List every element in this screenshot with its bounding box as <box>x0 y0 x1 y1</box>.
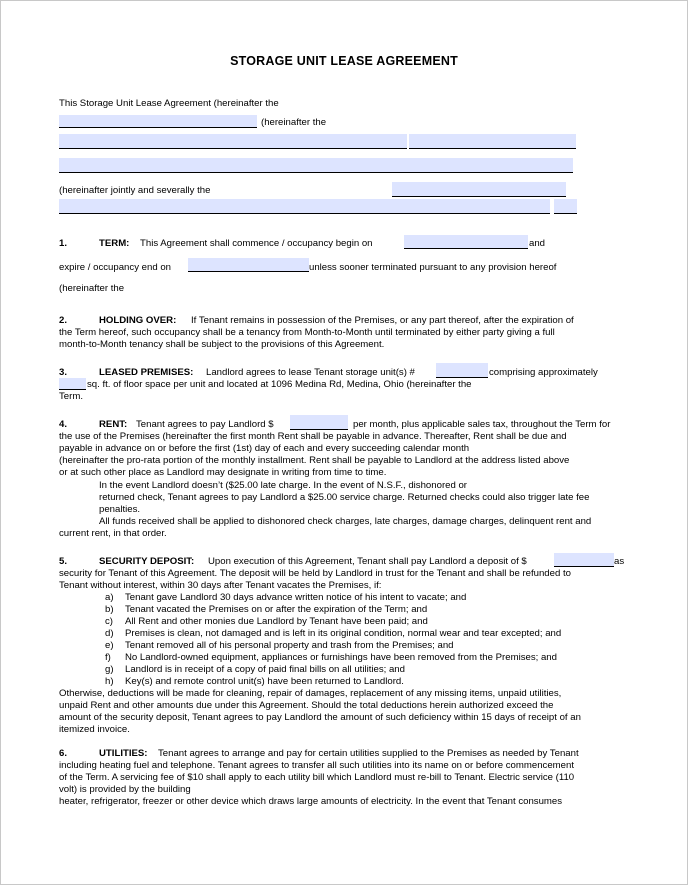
section-4-para-2-line-2: returned check, Tenant agrees to pay Landlord a $25.00 service charge. Returned checks could also trigger late fee <box>99 492 590 503</box>
deposit-condition-key: d) <box>105 628 114 639</box>
section-1-number: 1. <box>59 238 68 249</box>
section-4-line-1-end: per month, plus applicable sales tax, throughout the Term for <box>353 419 611 430</box>
section-2-line-2: the Term hereof, such occupancy shall be a tenancy from Month-to-Month until terminated by either party giving a full <box>59 327 555 338</box>
deposit-condition-text: Tenant removed all of his personal property and trash from the Premises; and <box>125 640 454 651</box>
section-3-number: 3. <box>59 367 68 378</box>
section-6-heading: UTILITIES: <box>99 748 148 759</box>
deposit-condition-text: Premises is clean, not damaged and is left in its original condition, normal wear and tear excepted; and <box>125 628 562 639</box>
tenant-name-field-1[interactable] <box>59 134 407 149</box>
section-4-line-3: payable in advance on or before the first (1st) day of each and every succeeding calendar month <box>59 443 470 454</box>
section-2-number: 2. <box>59 315 68 326</box>
tenant-extra-field-2[interactable] <box>554 199 577 214</box>
square-feet-field[interactable] <box>59 378 86 390</box>
deposit-condition-text: All Rent and other monies due Landlord by Tenant have been paid; and <box>125 616 428 627</box>
deposit-condition-text: No Landlord-owned equipment, appliances or furnishings have been removed from the Premises; and <box>125 652 557 663</box>
section-1-line-b: expire / occupancy end on <box>59 262 172 273</box>
section-1-heading: TERM: <box>99 238 130 249</box>
section-3-heading: LEASED PREMISES: <box>99 367 194 378</box>
section-2-line-1: If Tenant remains in possession of the Premises, or any part thereof, after the expiration of <box>191 315 574 326</box>
deposit-condition-key: a) <box>105 592 114 603</box>
section-5-otherwise-3: amount of the security deposit, Tenant agrees to pay Landlord the amount of such deficiency within 15 days of receipt of an <box>59 712 581 723</box>
tenant-phone-field[interactable] <box>392 182 566 197</box>
tenant-address-field[interactable] <box>59 158 573 173</box>
section-2-line-3: month-to-Month tenancy shall be subject to the provisions of this Agreement. <box>59 339 385 350</box>
section-3-line-1: Landlord agrees to lease Tenant storage unit(s) # <box>206 367 415 378</box>
section-5-otherwise-1: Otherwise, deductions will be made for cleaning, repair of damages, replacement of any missing items, unpaid utilities, <box>59 688 562 699</box>
section-5-otherwise-4: itemized invoice. <box>59 724 130 735</box>
section-4-line-1: Tenant agrees to pay Landlord $ <box>136 419 274 430</box>
section-4-line-4: (hereinafter the pro-rata portion of the monthly installment. Rent shall be payable to Landlord at the address listed above <box>59 455 570 466</box>
deposit-condition-key: b) <box>105 604 114 615</box>
deposit-condition-key: e) <box>105 640 114 651</box>
intro-line-4: (hereinafter jointly and severally the <box>59 185 211 196</box>
tenant-extra-field[interactable] <box>59 199 550 214</box>
section-2-heading: HOLDING OVER: <box>99 315 177 326</box>
section-6-line-4: volt) is provided by the building <box>59 784 191 795</box>
section-5-line-2: security for Tenant of this Agreement. The deposit will be held by Landlord in trust for the Tenant and shall be refunded to <box>59 568 571 579</box>
deposit-condition-text: Tenant vacated the Premises on or after the expiration of the Term; and <box>125 604 428 615</box>
section-4-heading: RENT: <box>99 419 128 430</box>
deposit-condition-key: c) <box>105 616 113 627</box>
section-5-line-3: Tenant without interest, within 30 days after Tenant vacates the Premises, if: <box>59 580 382 591</box>
section-3-line-1-end: comprising approximately <box>489 367 598 378</box>
rent-amount-field[interactable] <box>290 415 348 430</box>
intro-line-1: This Storage Unit Lease Agreement (hereinafter the <box>59 98 279 109</box>
landlord-name-field[interactable] <box>59 115 257 128</box>
section-1-line-a: This Agreement shall commence / occupancy begin on <box>140 238 373 249</box>
deposit-condition-text: Landlord is in receipt of a copy of paid final bills on all utilities; and <box>125 664 405 675</box>
end-date-field[interactable] <box>188 258 309 272</box>
section-5-line-1-end: as <box>614 556 625 567</box>
unit-number-field[interactable] <box>436 363 488 378</box>
section-6-number: 6. <box>59 748 68 759</box>
intro-line-2: (hereinafter the <box>261 117 327 128</box>
section-4-para-2-line-1: In the event Landlord doesn’t ($25.00 late charge. In the event of N.S.F., dishonored or <box>99 480 468 491</box>
section-5-number: 5. <box>59 556 68 567</box>
section-6-line-5: heater, refrigerator, freezer or other device which draws large amounts of electricity. In the event that Tenant consumes <box>59 796 563 807</box>
section-6-line-2: including heating fuel and telephone. Tenant agrees to transfer all such utilities into its name on or before commencement <box>59 760 574 771</box>
section-5-heading: SECURITY DEPOSIT: <box>99 556 195 567</box>
section-4-para-3-line-1: All funds received shall be applied to dishonored check charges, late charges, damage charges, delinquent rent and <box>99 516 592 527</box>
deposit-condition-key: g) <box>105 664 114 675</box>
section-4-number: 4. <box>59 419 68 430</box>
tenant-name-field-2[interactable] <box>409 134 576 149</box>
deposit-amount-field[interactable] <box>554 553 614 567</box>
deposit-condition-text: Tenant gave Landlord 30 days advance written notice of his intent to vacate; and <box>125 592 467 603</box>
section-1-line-b-end: unless sooner terminated pursuant to any provision hereof <box>309 262 557 273</box>
section-1-line-a-end: and <box>529 238 546 249</box>
section-5-line-1: Upon execution of this Agreement, Tenant shall pay Landlord a deposit of $ <box>208 556 527 567</box>
section-3-line-2: sq. ft. of floor space per unit and located at 1096 Medina Rd, Medina, Ohio (hereinafter the <box>87 379 472 390</box>
deposit-condition-key: h) <box>105 676 114 687</box>
section-5-otherwise-2: unpaid Rent and other amounts due under this Agreement. Should the total deductions herein authorized exceed the <box>59 700 554 711</box>
section-4-line-5: or at such other place as Landlord may designate in writing from time to time. <box>59 467 387 478</box>
section-6-line-3: of the Term. A servicing fee of $10 shall apply to each utility bill which Landlord must re-bill to Tenant. Electric service (110 <box>59 772 575 783</box>
section-4-para-3-line-2: current rent, in that order. <box>59 528 167 539</box>
section-4-line-2: the use of the Premises (hereinafter the first month Rent shall be payable in advance. Thereafter, Rent shall be due and <box>59 431 567 442</box>
deposit-condition-text: Key(s) and remote control unit(s) have been returned to Landlord. <box>125 676 404 687</box>
section-6-line-1: Tenant agrees to arrange and pay for certain utilities supplied to the Premises as needed by Tenant <box>158 748 579 759</box>
commence-date-field[interactable] <box>404 235 528 249</box>
section-3-line-3: Term. <box>59 391 83 402</box>
section-4-para-2-line-3: penalties. <box>99 504 141 515</box>
section-1-line-c: (hereinafter the <box>59 283 125 294</box>
deposit-condition-key: f) <box>105 652 111 663</box>
document-title: STORAGE UNIT LEASE AGREEMENT <box>230 54 458 68</box>
